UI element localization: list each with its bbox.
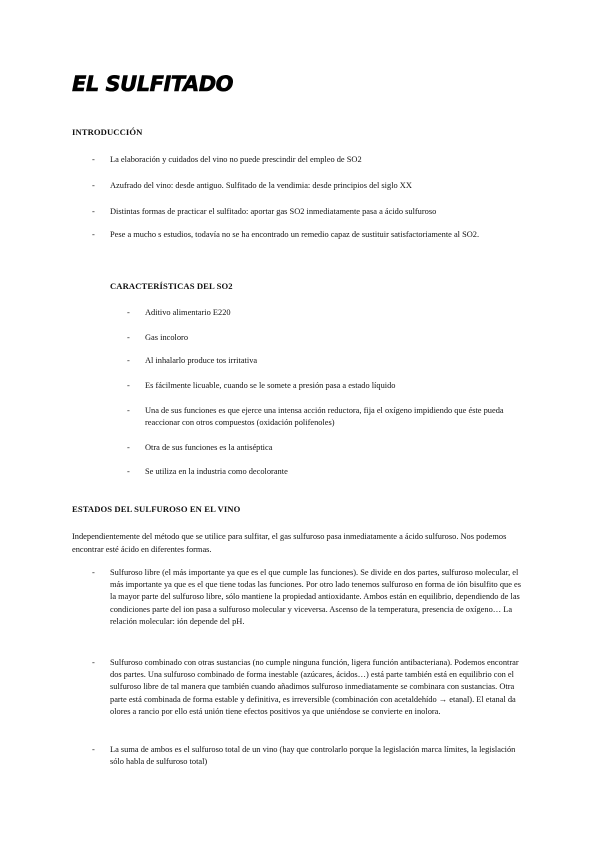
list-item-text: Distintas formas de practicar el sulfitado: aportar gas SO2 inmediatamente pasa a ácido sulfuroso	[110, 207, 437, 216]
list-bullet: -	[92, 658, 95, 667]
list-item-text: Se utiliza en la industria como decolorante	[145, 467, 288, 476]
page-title: EL SULFITADO	[72, 72, 233, 96]
list-bullet: -	[127, 406, 130, 415]
list-item	[92, 229, 528, 241]
section-heading-estados: ESTADOS DEL SULFUROSO EN EL VINO	[72, 504, 241, 514]
list-bullet: -	[127, 333, 130, 342]
list-item-text: Gas incoloro	[145, 333, 189, 342]
list-item	[127, 442, 527, 454]
list-item	[92, 744, 528, 768]
list-item-text: Otra de sus funciones es la antiséptica	[145, 443, 273, 452]
list-bullet: -	[92, 207, 95, 216]
section-heading-caracteristicas: CARACTERÍSTICAS DEL SO2	[110, 281, 233, 291]
list-item	[127, 307, 527, 319]
list-bullet: -	[92, 155, 95, 164]
list-bullet: -	[92, 568, 95, 577]
list-item	[92, 206, 528, 218]
list-item	[92, 657, 528, 718]
list-item-text: Sulfuroso combinado con otras sustancias (no cumple ninguna función, ligera función antibacteriana). Podemos encontrar dos partes. Una sulfuroso combinado de forma inestable (azúcares, ácidos…) está parte también está en equilibrio con el sulfuroso libre de tal manera que también cuando añadimos sulfuroso inmediatamente se combinara con sustancias. Otra parte está combinada de forma estable y definitiva, es irreversible (combinación con acetaldehído → etanal). El etanal da olores a rancio por ello está unión tiene efectos positivos ya que uniéndose se convierte en inolora.	[110, 658, 519, 716]
list-bullet: -	[127, 356, 130, 365]
list-item	[127, 380, 527, 392]
intro-paragraph: Independientemente del método que se utilice para sulfitar, el gas sulfuroso pasa inmediatamente a ácido sulfuroso. Nos podemos encontrar esté ácido en diferentes formas.	[72, 532, 507, 554]
list-item-text: La elaboración y cuidados del vino no puede prescindir del empleo de SO2	[110, 155, 362, 164]
list-item	[127, 466, 527, 478]
list-bullet: -	[127, 308, 130, 317]
list-item	[127, 332, 527, 344]
list-item-text: Al inhalarlo produce tos irritativa	[145, 356, 258, 365]
list-bullet: -	[127, 443, 130, 452]
list-item-text: Es fácilmente licuable, cuando se le somete a presión pasa a estado líquido	[145, 381, 396, 390]
list-item	[127, 405, 527, 429]
list-item	[92, 567, 528, 628]
list-bullet: -	[92, 230, 95, 239]
list-item-text: Pese a mucho s estudios, todavía no se ha encontrado un remedio capaz de sustituir satisfactoriamente al SO2.	[110, 230, 480, 239]
list-item-text: Sulfuroso libre (el más importante ya que es el que cumple las funciones). Se divide en dos partes, sulfuroso molecular, el más importante ya que es el que tiene todas las funciones. Por otro lado tenemos sulfuroso en forma de ión bisulfito que es la mayor parte del sulfuroso libre, sólo mantiene la propiedad antioxidante. Ambos están en equilibrio, dependiendo de las condiciones parte del ion pasa a sulfuroso molecular y viceversa. Ascenso de la temperatura, presencia de oxígeno… La relación molecular: ión depende del pH.	[110, 568, 521, 626]
list-item	[92, 180, 528, 192]
list-item-text: La suma de ambos es el sulfuroso total de un vino (hay que controlarlo porque la legislación marca límites, la legislación sólo habla de sulfuroso total)	[110, 745, 516, 767]
section-heading-introduccion: INTRODUCCIÓN	[72, 127, 143, 137]
list-item-text: Azufrado del vino: desde antiguo. Sulfitado de la vendimia: desde principios del siglo XX	[110, 181, 412, 190]
list-bullet: -	[127, 467, 130, 476]
list-item-text: Aditivo alimentario E220	[145, 308, 231, 317]
list-item	[92, 154, 528, 166]
list-bullet: -	[92, 181, 95, 190]
list-bullet: -	[92, 745, 95, 754]
list-item	[127, 355, 527, 367]
list-bullet: -	[127, 381, 130, 390]
list-item-text: Una de sus funciones es que ejerce una intensa acción reductora, fija el oxígeno impidiendo que éste pueda reaccionar con otros compuestos (oxidación polifenoles)	[145, 406, 504, 428]
